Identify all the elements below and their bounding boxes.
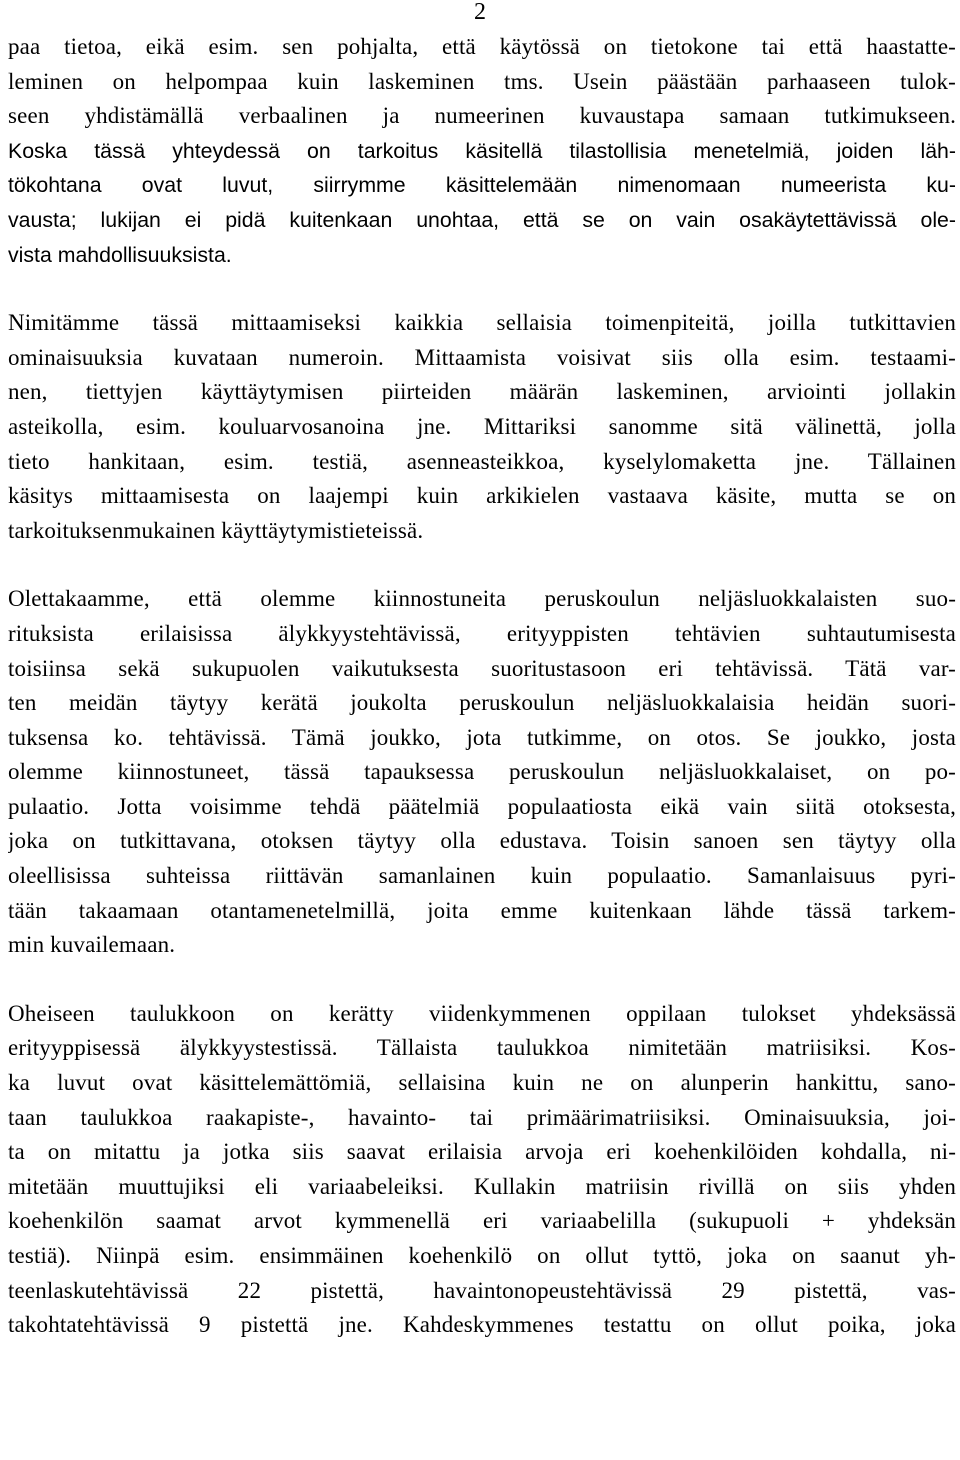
- paragraph-1-line-7: vista mahdollisuuksista.: [8, 242, 232, 267]
- paragraph-gap: [8, 548, 956, 582]
- paragraph-4-line-6: mitetään muuttujiksi eli variaabeleiksi. Kullakin matriisin rivillä on siis yhden: [8, 1173, 956, 1199]
- paragraph-4-line-7: koehenkilön saamat arvot kymmenellä eri variaabelilla (sukupuoli + yhdeksän: [8, 1208, 956, 1234]
- paragraph-3-line-10: tään takaamaan otantamenetelmillä, joita emme kuitenkaan lähde tässä tarkem-: [8, 897, 956, 923]
- paragraph-2-line-1: Nimitämme tässä mittaamiseksi kaikkia sellaisia toimenpiteitä, joilla tutkittavien: [8, 310, 956, 336]
- paragraph-4-line-3: ka luvut ovat käsittelemättömiä, sellaisina kuin ne on alunperin hankittu, sano-: [8, 1070, 956, 1096]
- paragraph-3-line-8: joka on tutkittavana, otoksen täytyy olla edustava. Toisin sanoen sen täytyy olla: [8, 828, 956, 854]
- paragraph-gap: [8, 963, 956, 997]
- paragraph-4-line-10: takohtatehtävissä 9 pistettä jne. Kahdeskymmenes testattu on ollut poika, joka: [8, 1312, 956, 1338]
- paragraph-1-line-1: paa tietoa, eikä esim. sen pohjalta, että käytössä on tietokone tai että haastatte-: [8, 34, 956, 59]
- paragraph-3-line-2: rituksista erilaisissa älykkyystehtävissä, erityyppisten tehtävien suhtautumisesta: [8, 620, 956, 646]
- paragraph-2-line-2: ominaisuuksia kuvataan numeroin. Mittaamista voisivat siis olla esim. testaami-: [8, 344, 956, 370]
- paragraph-4-line-9: teenlaskutehtävissä 22 pistettä, havaintonopeustehtävissä 29 pistettä, vas-: [8, 1277, 956, 1303]
- paragraph-4-line-8: testiä). Niinpä esim. ensimmäinen koehenkilö on ollut tyttö, joka on saanut yh-: [8, 1243, 956, 1268]
- paragraph-3-line-7: pulaatio. Jotta voisimme tehdä päätelmiä populaatiosta eikä vain siitä otoksesta,: [8, 793, 956, 819]
- paragraph-1-line-4: Koska tässä yhteydessä on tarkoitus käsitellä tilastollisia menetelmiä, joiden läh-: [8, 138, 956, 163]
- paragraph-3-line-5: tuksensa ko. tehtävissä. Tämä joukko, jota tutkimme, on otos. Se joukko, josta: [8, 724, 956, 750]
- paragraph-2-line-5: tieto hankitaan, esim. testiä, asenneasteikkoa, kyselylomaketta jne. Tällainen: [8, 448, 956, 474]
- paragraph-2-line-7: tarkoituksenmukainen käyttäytymistieteissä.: [8, 517, 424, 543]
- paragraph-3-line-1: Olettakaamme, että olemme kiinnostuneita peruskoulun neljäsluokkalaisten suo-: [8, 586, 956, 612]
- paragraph-4-line-1: Oheiseen taulukkoon on kerätty viidenkymmenen oppilaan tulokset yhdeksässä: [8, 1000, 956, 1026]
- paragraph-1-line-6: vausta; lukijan ei pidä kuitenkaan unohtaa, että se on vain osakäytettävissä ole-: [8, 207, 956, 232]
- paragraph-1-line-5: tökohtana ovat luvut, siirrymme käsittelemään nimenomaan numeerista ku-: [8, 173, 956, 198]
- paragraph-2-line-3: nen, tiettyjen käyttäytymisen piirteiden määrän laskeminen, arviointi jollakin: [8, 379, 956, 405]
- paragraph-3-line-11: min kuvailemaan.: [8, 932, 176, 958]
- page-number: 2: [474, 0, 486, 25]
- document-body: [8, 30, 956, 1343]
- paragraph-4-line-4: taan taulukkoa raakapiste-, havainto- tai primäärimatriisiksi. Ominaisuuksia, joi-: [8, 1104, 956, 1130]
- paragraph-3-line-4: ten meidän täytyy kerätä joukolta peruskoulun neljäsluokkalaisia heidän suori-: [8, 690, 956, 716]
- paragraph-3-line-3: toisiinsa sekä sukupuolen vaikutuksesta suoritustasoon eri tehtävissä. Tätä var-: [8, 655, 956, 681]
- paragraph-1-line-2: leminen on helpompaa kuin laskeminen tms. Usein päästään parhaaseen tulok-: [8, 68, 956, 94]
- paragraph-4-line-2: erityyppisessä älykkyystestissä. Tällaista taulukkoa nimitetään matriisiksi. Kos-: [8, 1035, 956, 1061]
- paragraph-2-line-4: asteikolla, esim. kouluarvosanoina jne. Mittariksi sanomme sitä välinettä, jolla: [8, 413, 956, 439]
- paragraph-2-line-6: käsitys mittaamisesta on laajempi kuin arkikielen vastaava käsite, mutta se on: [8, 483, 956, 509]
- paragraph-3-line-6: olemme kiinnostuneet, tässä tapauksessa peruskoulun neljäsluokkalaiset, on po-: [8, 759, 956, 785]
- paragraph-4-line-5: ta on mitattu ja jotka siis saavat erilaisia arvoja eri koehenkilöiden kohdalla, ni-: [8, 1139, 956, 1165]
- paragraph-3-line-9: oleellisissa suhteissa riittävän samanlainen kuin populaatio. Samanlaisuus pyri-: [8, 863, 956, 889]
- paragraph-gap: [8, 272, 956, 306]
- paragraph-1-line-3: seen yhdistämällä verbaalinen ja numeerinen kuvaustapa samaan tutkimukseen.: [8, 103, 956, 129]
